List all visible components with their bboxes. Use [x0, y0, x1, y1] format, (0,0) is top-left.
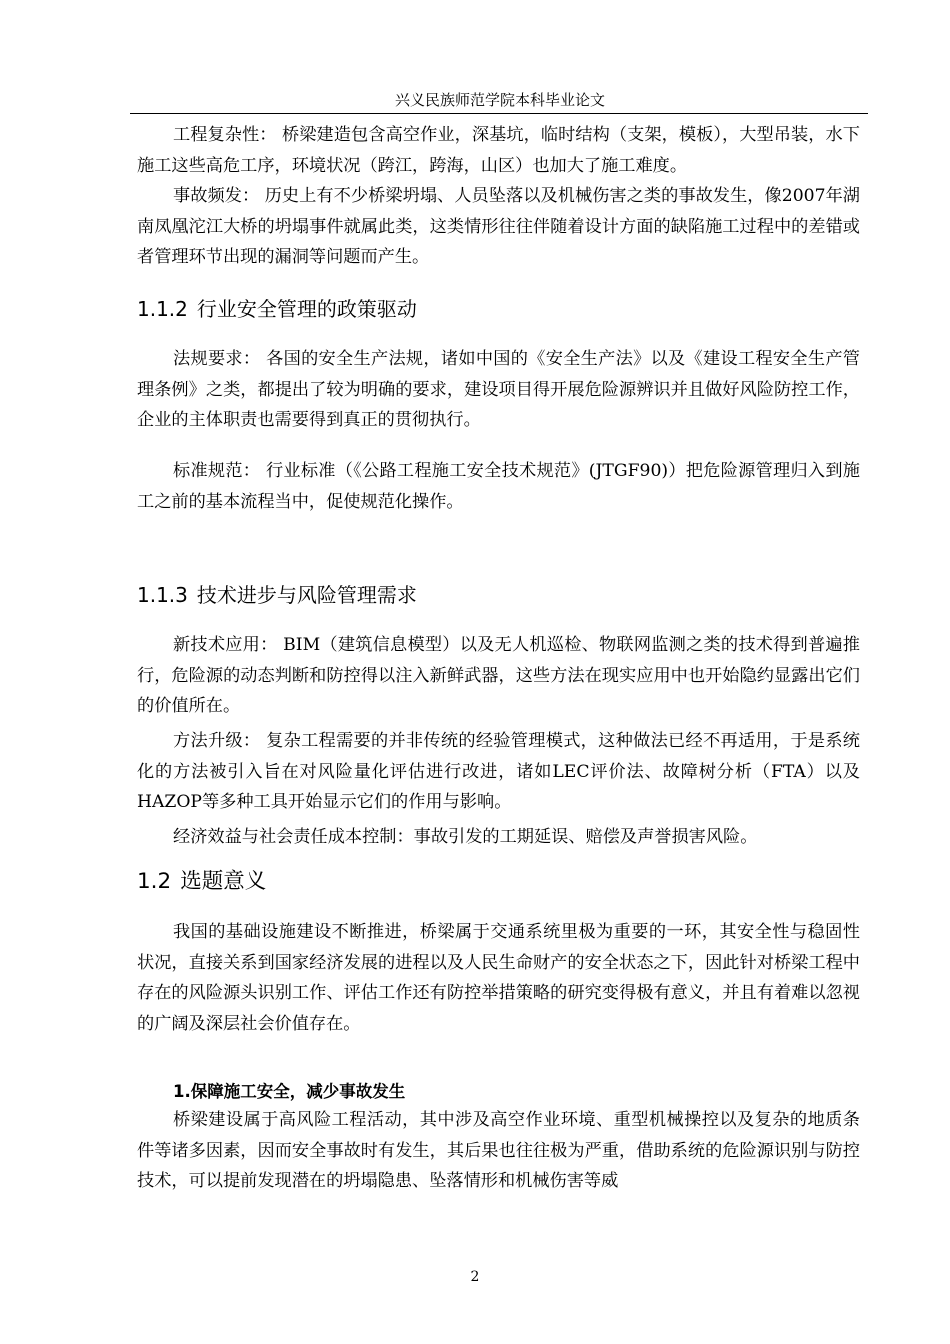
- paragraph-engineering-complexity: 工程复杂性： 桥梁建造包含高空作业，深基坑，临时结构（支架，模板），大型吊装，水下施工这些高危工序，环境状况（跨江，跨海，山区）也加大了施工难度。: [137, 125, 860, 176]
- subheading-construction-safety: 1.保障施工安全，减少事故发生: [173, 1082, 406, 1101]
- paragraph-standards: 标准规范： 行业标准（《公路工程施工安全技术规范》(JTGF90)）把危险源管理归入到施工之前的基本流程当中，促使规范化操作。: [137, 461, 860, 512]
- section-heading-1-2: [137, 868, 266, 896]
- header-rule: [130, 113, 868, 114]
- page-number: 2: [470, 1269, 480, 1285]
- section-heading-1-1-2: [137, 296, 417, 322]
- page-header: 兴义民族师范学院本科毕业论文: [394, 91, 605, 109]
- section-number: 1.2: [137, 869, 172, 894]
- paragraph-regulation-requirements: 法规要求： 各国的安全生产法规，诸如中国的《安全生产法》以及《建设工程安全生产管理条例》之类，都提出了较为明确的要求，建设项目得开展危险源辨识并且做好风险防控工作，企业的主体职责也需要得到真正的贯彻执行。: [137, 349, 860, 430]
- section-title: 选题意义: [180, 869, 267, 894]
- paragraph-topic-significance: 我国的基础设施建设不断推进，桥梁属于交通系统里极为重要的一环，其安全性与稳固性状况，直接关系到国家经济发展的进程以及人民生命财产的安全状态之下，因此针对桥梁工程中存在的风险源头识别工作、评估工作还有防控举措策略的研究变得极有意义，并且有着难以忽视的广阔及深层社会价值存在。: [137, 922, 860, 1034]
- paragraph-new-technology: 新技术应用： BIM（建筑信息模型）以及无人机巡检、物联网监测之类的技术得到普遍推行，危险源的动态判断和防控得以注入新鲜武器，这些方法在现实应用中也开始隐约显露出它们的价值所在。: [137, 635, 860, 716]
- paragraph-economic-benefit: 经济效益与社会责任成本控制：事故引发的工期延误、赔偿及声誉损害风险。: [173, 827, 758, 847]
- section-heading-1-1-3: [137, 582, 417, 608]
- section-title: 技术进步与风险管理需求: [196, 583, 417, 607]
- paragraph-safety-detail: 桥梁建设属于高风险工程活动，其中涉及高空作业环境、重型机械操控以及复杂的地质条件等诸多因素，因而安全事故时有发生，其后果也往往极为严重，借助系统的危险源识别与防控技术，可以提前发现潜在的坍塌隐患、坠落情形和机械伤害等威: [137, 1110, 860, 1191]
- section-number: 1.1.2: [137, 297, 188, 321]
- section-number: 1.1.3: [137, 583, 188, 607]
- section-title: 行业安全管理的政策驱动: [196, 297, 417, 321]
- paragraph-method-upgrade: 方法升级： 复杂工程需要的并非传统的经验管理模式，这种做法已经不再适用，于是系统化的方法被引入旨在对风险量化评估进行改进，诸如LEC评价法、故障树分析（FTA）以及HAZOP等多种工具开始显示它们的作用与影响。: [137, 731, 860, 812]
- paragraph-accident-frequency: 事故频发： 历史上有不少桥梁坍塌、人员坠落以及机械伤害之类的事故发生，像2007年湖南凤凰沱江大桥的坍塌事件就属此类，这类情形往往伴随着设计方面的缺陷施工过程中的差错或者管理环节出现的漏洞等问题而产生。: [137, 186, 860, 267]
